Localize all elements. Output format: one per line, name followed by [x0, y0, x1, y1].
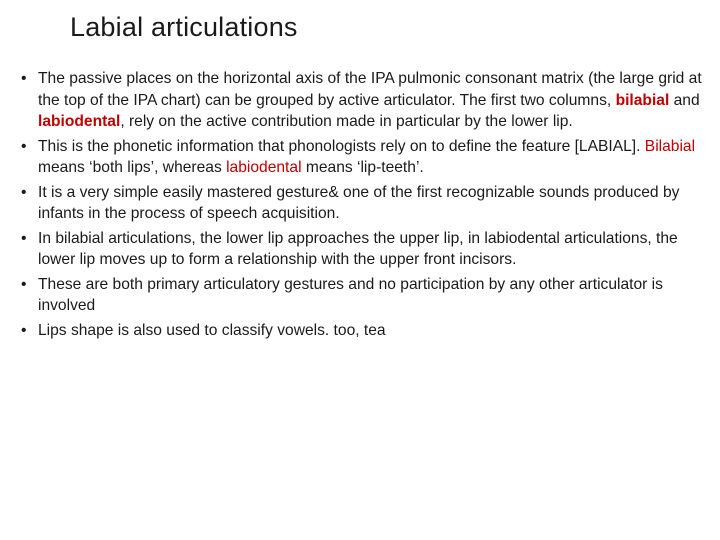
bullet-text-segment: means ‘both lips’, whereas: [38, 159, 227, 176]
slide-title: Labial articulations: [70, 12, 298, 42]
bullet-text-segment: These are both primary articulatory gestures and no participation by any other articulator is involved: [38, 275, 663, 314]
term-highlight: labiodental: [38, 113, 121, 130]
bullet-text-segment: It is a very simple easily mastered gesture& one of the first recognizable sounds produced by infants in the process of speech acquisition.: [38, 183, 680, 222]
bullet-marker: •: [21, 275, 27, 293]
bullet-item: [18, 320, 712, 342]
bullet-marker: •: [21, 229, 27, 247]
bullet-marker: •: [21, 321, 27, 339]
bullet-item: [18, 228, 712, 271]
bullet-text-segment: , rely on the active contribution made in particular by the lower lip.: [120, 113, 573, 130]
bullet-item: [18, 274, 712, 317]
bullet-list: [18, 68, 712, 344]
bullet-text-segment: Lips shape is also used to classify vowels. too, tea: [38, 321, 386, 339]
bullet-text-segment: and: [669, 91, 700, 109]
bullet-marker: •: [21, 70, 27, 87]
bullet-marker: •: [21, 183, 27, 201]
bullet-text-segment: means ‘lip-teeth’.: [301, 159, 424, 176]
bullet-marker: •: [21, 137, 27, 155]
bullet-text-segment: This is the phonetic information that phonologists rely on to define the feature [LABIAL].: [38, 137, 645, 155]
term-highlight: labiodental: [226, 159, 302, 176]
bullet-text-segment: In bilabial articulations, the lower lip approaches the upper lip, in labiodental articulations, the lower lip moves up to form a relationship with the upper front incisors.: [38, 229, 678, 268]
term-highlight: Bilabial: [644, 137, 696, 155]
bullet-item: [18, 136, 712, 179]
term-highlight: bilabial: [615, 91, 670, 109]
bullet-item: [18, 182, 712, 225]
bullet-text-segment: The passive places on the horizontal axis of the IPA pulmonic consonant matrix (the large grid at the top of the IPA chart) can be grouped by active articulator. The first two columns,: [38, 70, 702, 109]
bullet-item: [18, 68, 712, 133]
